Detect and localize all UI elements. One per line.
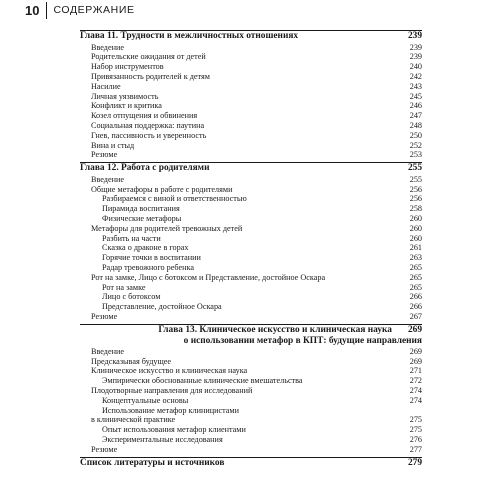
toc-chapter-title-line2: о использовании метафор в КПТ: будущие направления (183, 336, 422, 347)
toc-entry-title: Клиническое искусство и клиническая наука (91, 366, 248, 376)
toc-entry-title: Резюме (91, 311, 118, 321)
toc-chapter-row (80, 324, 422, 337)
toc-entry-title: Метафоры для родителей тревожных детей (91, 223, 243, 233)
toc-entry-row (80, 273, 422, 283)
toc-entry-title: Резюме (91, 150, 118, 160)
toc-page-number: 276 (409, 435, 422, 445)
toc-page-number: 265 (409, 262, 422, 272)
toc-entry-row (80, 263, 422, 273)
toc-page-number: 261 (409, 243, 422, 253)
toc-page-number: 277 (409, 444, 422, 454)
toc-page-number: 247 (409, 111, 422, 121)
toc-chapter-title: Глава 11. Трудности в межличностных отношениях (80, 31, 299, 41)
toc-entry-row (80, 445, 422, 455)
toc-entry-title: Разбираемся с виной и ответственностью (102, 194, 247, 204)
toc-entry-row (80, 234, 422, 244)
toc-chapter-title: Глава 13. Клиническое искусство и клиническая наука (158, 324, 392, 335)
toc-entry-row (80, 82, 422, 92)
toc-entry-row (80, 185, 422, 195)
toc-entry-title: Резюме (91, 444, 118, 454)
toc-entry-title: Введение (91, 42, 125, 52)
toc-page-number: 265 (409, 272, 422, 282)
toc-entry-title: Введение (91, 174, 125, 184)
toc-entry-title: Козел отпущения и обвинения (91, 111, 198, 121)
header-divider (46, 2, 47, 19)
toc-entry-title: Социальная поддержка: паутина (91, 120, 205, 130)
toc-entry-row (80, 347, 422, 357)
running-title: СОДЕРЖАНИЕ (53, 4, 135, 16)
toc-entry-row (80, 214, 422, 224)
page-number: 10 (25, 2, 40, 18)
toc-entry-title: Представление, достойное Оскара (102, 302, 222, 312)
toc-entry-row (80, 141, 422, 151)
toc-entry-row (80, 175, 422, 185)
toc-chapter-title: Глава 12. Работа с родителями (80, 163, 210, 174)
toc-entry-row (80, 253, 422, 263)
toc-page-number: 263 (409, 253, 422, 263)
toc-page-number: 246 (409, 101, 422, 111)
toc-chapter-title: Список литературы и источников (80, 457, 225, 468)
toc-page-number: 272 (409, 376, 422, 386)
toc-entry-title: Родительские ожидания от детей (91, 52, 206, 62)
toc-page-number: 260 (409, 213, 422, 223)
toc-page-number: 266 (409, 292, 422, 302)
toc-page-number: 266 (409, 302, 422, 312)
toc-entry-title: Вина и стыд (91, 140, 135, 150)
toc-page-number: 252 (409, 140, 422, 150)
toc-entry-row (80, 92, 422, 102)
toc-entry-title: Экспериментальные исследования (102, 435, 223, 445)
toc-page-number: 242 (409, 71, 422, 81)
toc-chapter-row (80, 30, 422, 43)
toc-entry-row (80, 121, 422, 131)
toc-page-number: 275 (409, 415, 422, 425)
toc-entry-title: Рот на замке (102, 282, 146, 292)
toc-entry-row (80, 415, 422, 425)
toc-entry-title: Пирамида воспитания (102, 204, 180, 214)
toc-page-number: 255 (407, 163, 422, 174)
toc-entry-title: Концептуальные основы (102, 395, 189, 405)
toc-entry-row (80, 366, 422, 376)
toc-page-number: 256 (409, 184, 422, 194)
toc-entry-title: Опыт использования метафор клиентами (102, 425, 246, 435)
toc-entry-title: Набор инструментов (91, 62, 164, 72)
toc-entry-row (80, 62, 422, 72)
toc-entry-row (80, 406, 422, 416)
toc-entry-title: Сказка о драконе в горах (102, 243, 189, 253)
toc-entry-title: Использование метафор клиницистами (102, 405, 239, 415)
toc-entry-row (80, 386, 422, 396)
toc-entry-row (80, 283, 422, 293)
toc-page-number: 269 (409, 346, 422, 356)
toc-page-number: 260 (409, 223, 422, 233)
toc-page-number: 269 (409, 356, 422, 366)
toc-entry-row (80, 194, 422, 204)
toc-entry-title: Конфликт и критика (91, 101, 162, 111)
toc-page-number: 245 (409, 91, 422, 101)
toc-page-number: 250 (409, 130, 422, 140)
table-of-contents (80, 28, 422, 469)
toc-page-number: 269 (407, 324, 422, 335)
toc-entry-title: Разбить на части (102, 233, 161, 243)
toc-entry-row (80, 302, 422, 312)
toc-entry-title: Эмпирически обоснованные клинические вмешательства (102, 376, 303, 386)
toc-entry-title: Привязанность родителей к детям (91, 71, 210, 81)
toc-entry-row (80, 292, 422, 302)
toc-entry-title: Гнев, пассивность и уверенность (91, 130, 207, 140)
toc-entry-row (80, 150, 422, 160)
toc-page-number: 279 (407, 457, 422, 468)
toc-chapter-row (80, 457, 422, 470)
toc-page-number: 240 (409, 62, 422, 72)
toc-entry-title: Предсказывая будущее (91, 356, 172, 366)
toc-page-number: 255 (409, 174, 422, 184)
toc-page-number: 274 (409, 386, 422, 396)
toc-page-number: 248 (409, 120, 422, 130)
toc-chapter-row (80, 162, 422, 175)
toc-page-number: 256 (409, 194, 422, 204)
toc-entry-title: Личная уязвимость (91, 91, 159, 101)
toc-entry-row (80, 396, 422, 406)
toc-page-number: 265 (409, 282, 422, 292)
toc-entry-title: Физические метафоры (102, 213, 182, 223)
toc-entry-title: в клинической практике (91, 415, 176, 425)
toc-entry-row (80, 224, 422, 234)
toc-page-number: 260 (409, 233, 422, 243)
toc-page-number: 271 (409, 366, 422, 376)
toc-entry-title: Горячие точки в воспитании (102, 253, 201, 263)
toc-entry-title: Насилие (91, 81, 121, 91)
toc-entry-row (80, 43, 422, 53)
toc-entry-title: Радар тревожного ребенка (102, 262, 194, 272)
toc-entry-title: Рот на замке, Лицо с ботоксом и Представление, достойное Оскара (91, 272, 326, 282)
toc-entry-row (80, 435, 422, 445)
toc-entry-row (80, 243, 422, 253)
toc-entry-row (80, 376, 422, 386)
toc-entry-row (80, 312, 422, 322)
toc-entry-row (80, 204, 422, 214)
toc-page-number: 239 (407, 31, 422, 41)
toc-entry-row (80, 111, 422, 121)
toc-page-number: 239 (409, 52, 422, 62)
toc-chapter-row-continued (80, 336, 422, 347)
toc-entry-row (80, 52, 422, 62)
toc-page-number: 253 (409, 150, 422, 160)
toc-entry-row (80, 101, 422, 111)
toc-page-number: 258 (409, 204, 422, 214)
toc-page-number: 239 (409, 42, 422, 52)
toc-entry-title: Введение (91, 346, 125, 356)
toc-entry-title: Общие метафоры в работе с родителями (91, 184, 233, 194)
toc-entry-row (80, 72, 422, 82)
toc-entry-row (80, 425, 422, 435)
toc-page-number: 274 (409, 395, 422, 405)
page-header (25, 1, 135, 19)
toc-page-number: 267 (409, 311, 422, 321)
toc-entry-title: Лицо с ботоксом (102, 292, 161, 302)
toc-page-number: 243 (409, 81, 422, 91)
toc-entry-row (80, 131, 422, 141)
toc-page-number: 275 (409, 425, 422, 435)
toc-entry-title: Плодотворные направления для исследований (91, 386, 253, 396)
toc-entry-row (80, 357, 422, 367)
